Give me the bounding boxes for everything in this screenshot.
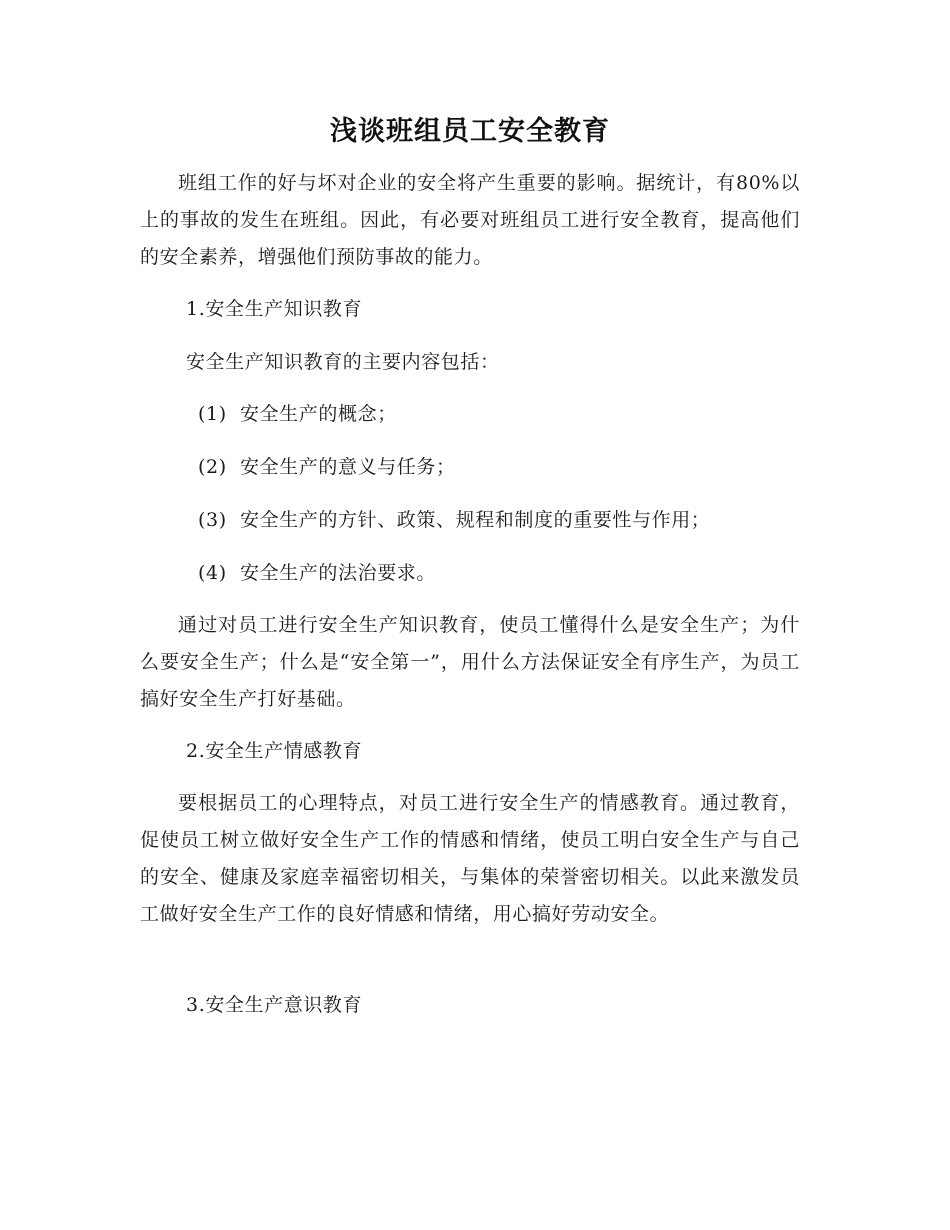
list-item bbox=[198, 396, 397, 433]
intro-paragraph: 班组工作的好与坏对企业的安全将产生重要的影响。据统计，有80%以上的事故的发生在班组。因此，有必要对班组员工进行安全教育，提高他们的安全素养，增强他们预防事故的能力。 bbox=[140, 172, 800, 268]
section-1-lead: 安全生产知识教育的主要内容包括： bbox=[186, 351, 500, 373]
section-1-heading: 1.安全生产知识教育 bbox=[186, 298, 363, 320]
document-title: 浅谈班组员工安全教育 bbox=[330, 116, 610, 147]
list-item bbox=[198, 502, 710, 539]
section-2-heading: 2.安全生产情感教育 bbox=[186, 740, 363, 762]
list-item-number: (2) bbox=[198, 456, 227, 478]
list-item-number: (1) bbox=[198, 403, 227, 425]
list-item-text: 安全生产的意义与任务； bbox=[240, 456, 456, 478]
section-1-body: 通过对员工进行安全生产知识教育，使员工懂得什么是安全生产；为什么要安全生产；什么是“安全第一”，用什么方法保证安全有序生产，为员工搞好安全生产打好基础。 bbox=[140, 614, 800, 710]
section-2-body: 要根据员工的心理特点，对员工进行安全生产的情感教育。通过教育，促使员工树立做好安全生产工作的情感和情绪，使员工明白安全生产与自己的安全、健康及家庭幸福密切相关，与集体的荣誉密切相关。以此来激发员工做好安全生产工作的良好情感和情绪，用心搞好劳动安全。 bbox=[140, 792, 800, 925]
section-3-heading: 3.安全生产意识教育 bbox=[186, 994, 363, 1016]
list-item bbox=[198, 449, 456, 486]
list-item-text: 安全生产的方针、政策、规程和制度的重要性与作用； bbox=[240, 509, 711, 531]
list-item-text: 安全生产的概念； bbox=[240, 403, 397, 425]
list-item-text: 安全生产的法治要求。 bbox=[240, 562, 437, 584]
list-item-number: (4) bbox=[198, 562, 227, 584]
list-item bbox=[198, 555, 436, 592]
list-item-number: (3) bbox=[198, 509, 227, 531]
